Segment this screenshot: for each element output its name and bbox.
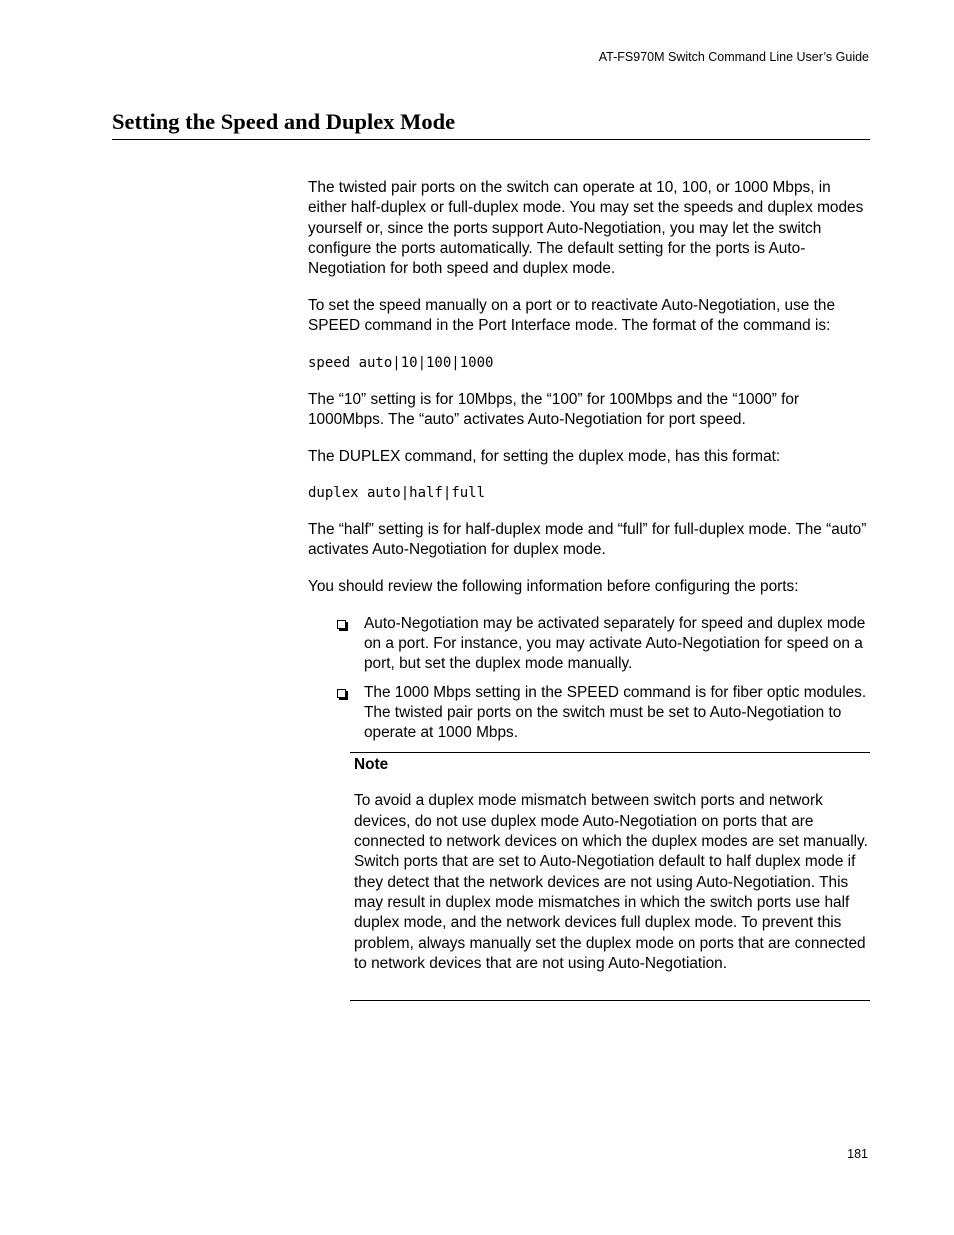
- review-intro-paragraph: You should review the following information before configuring the ports:: [308, 578, 799, 596]
- duplex-command-syntax: duplex auto|half|full: [308, 485, 486, 502]
- note-text: To avoid a duplex mode mismatch between switch ports and network devices, do not use duplex mode Auto-Negotiation on ports that are connected to network devices on which the duplex modes are set manually. Switch ports that are set to Auto-Negotiation default to half duplex mode if they detect that the network devices are not using Auto-Negotiation. This may result in duplex mode mismatches in which the switch ports use half duplex mode, and the network devices full duplex mode. To prevent this problem, always manually set the duplex mode on ports that are connected to network devices that are not using Auto-Negotiation.: [354, 792, 868, 972]
- page-number: 181: [847, 1147, 868, 1161]
- intro-paragraph: The twisted pair ports on the switch can operate at 10, 100, or 1000 Mbps, in either half-duplex or full-duplex mode. You may set the speeds and duplex modes yourself or, since the ports support Auto-Negotiation, you may let the switch configure the ports automatically. The default setting for the ports is Auto-Negotiation for both speed and duplex mode.: [308, 179, 864, 278]
- note-box: [350, 752, 870, 1001]
- speed-explain-paragraph: The “10” setting is for 10Mbps, the “100” for 100Mbps and the “1000” for 1000Mbps. The “auto” activates Auto-Negotiation for port speed.: [308, 390, 800, 428]
- running-header: AT-FS970M Switch Command Line User’s Guide: [598, 50, 869, 64]
- speed-command-syntax: speed auto|10|100|1000: [308, 355, 494, 372]
- duplex-explain-paragraph: The “half” setting is for half-duplex mode and “full” for full-duplex mode. The “auto” activates Auto-Negotiation for duplex mode.: [308, 520, 867, 559]
- note-title: Note: [354, 755, 389, 773]
- checkbox-bullet-icon: [337, 689, 346, 698]
- list-item: [308, 683, 870, 744]
- list-item-text: The 1000 Mbps setting in the SPEED command is for fiber optic modules. The twisted pair ports on the switch must be set to Auto-Negotiation to operate at 1000 Mbps.: [364, 683, 867, 742]
- section-title: Setting the Speed and Duplex Mode: [112, 109, 456, 134]
- checkbox-bullet-icon: [337, 620, 346, 629]
- body-text: [308, 178, 870, 1001]
- list-item: [308, 614, 870, 675]
- list-item-text: Auto-Negotiation may be activated separately for speed and duplex mode on a port. For instance, you may activate Auto-Negotiation for speed on a port, but set the duplex mode manually.: [364, 614, 866, 673]
- bullet-list: [308, 614, 870, 744]
- speed-intro-paragraph: To set the speed manually on a port or to reactivate Auto-Negotiation, use the SPEED command in the Port Interface mode. The format of the command is:: [308, 296, 836, 335]
- duplex-intro-paragraph: The DUPLEX command, for setting the duplex mode, has this format:: [308, 447, 781, 465]
- title-rule: [112, 139, 870, 140]
